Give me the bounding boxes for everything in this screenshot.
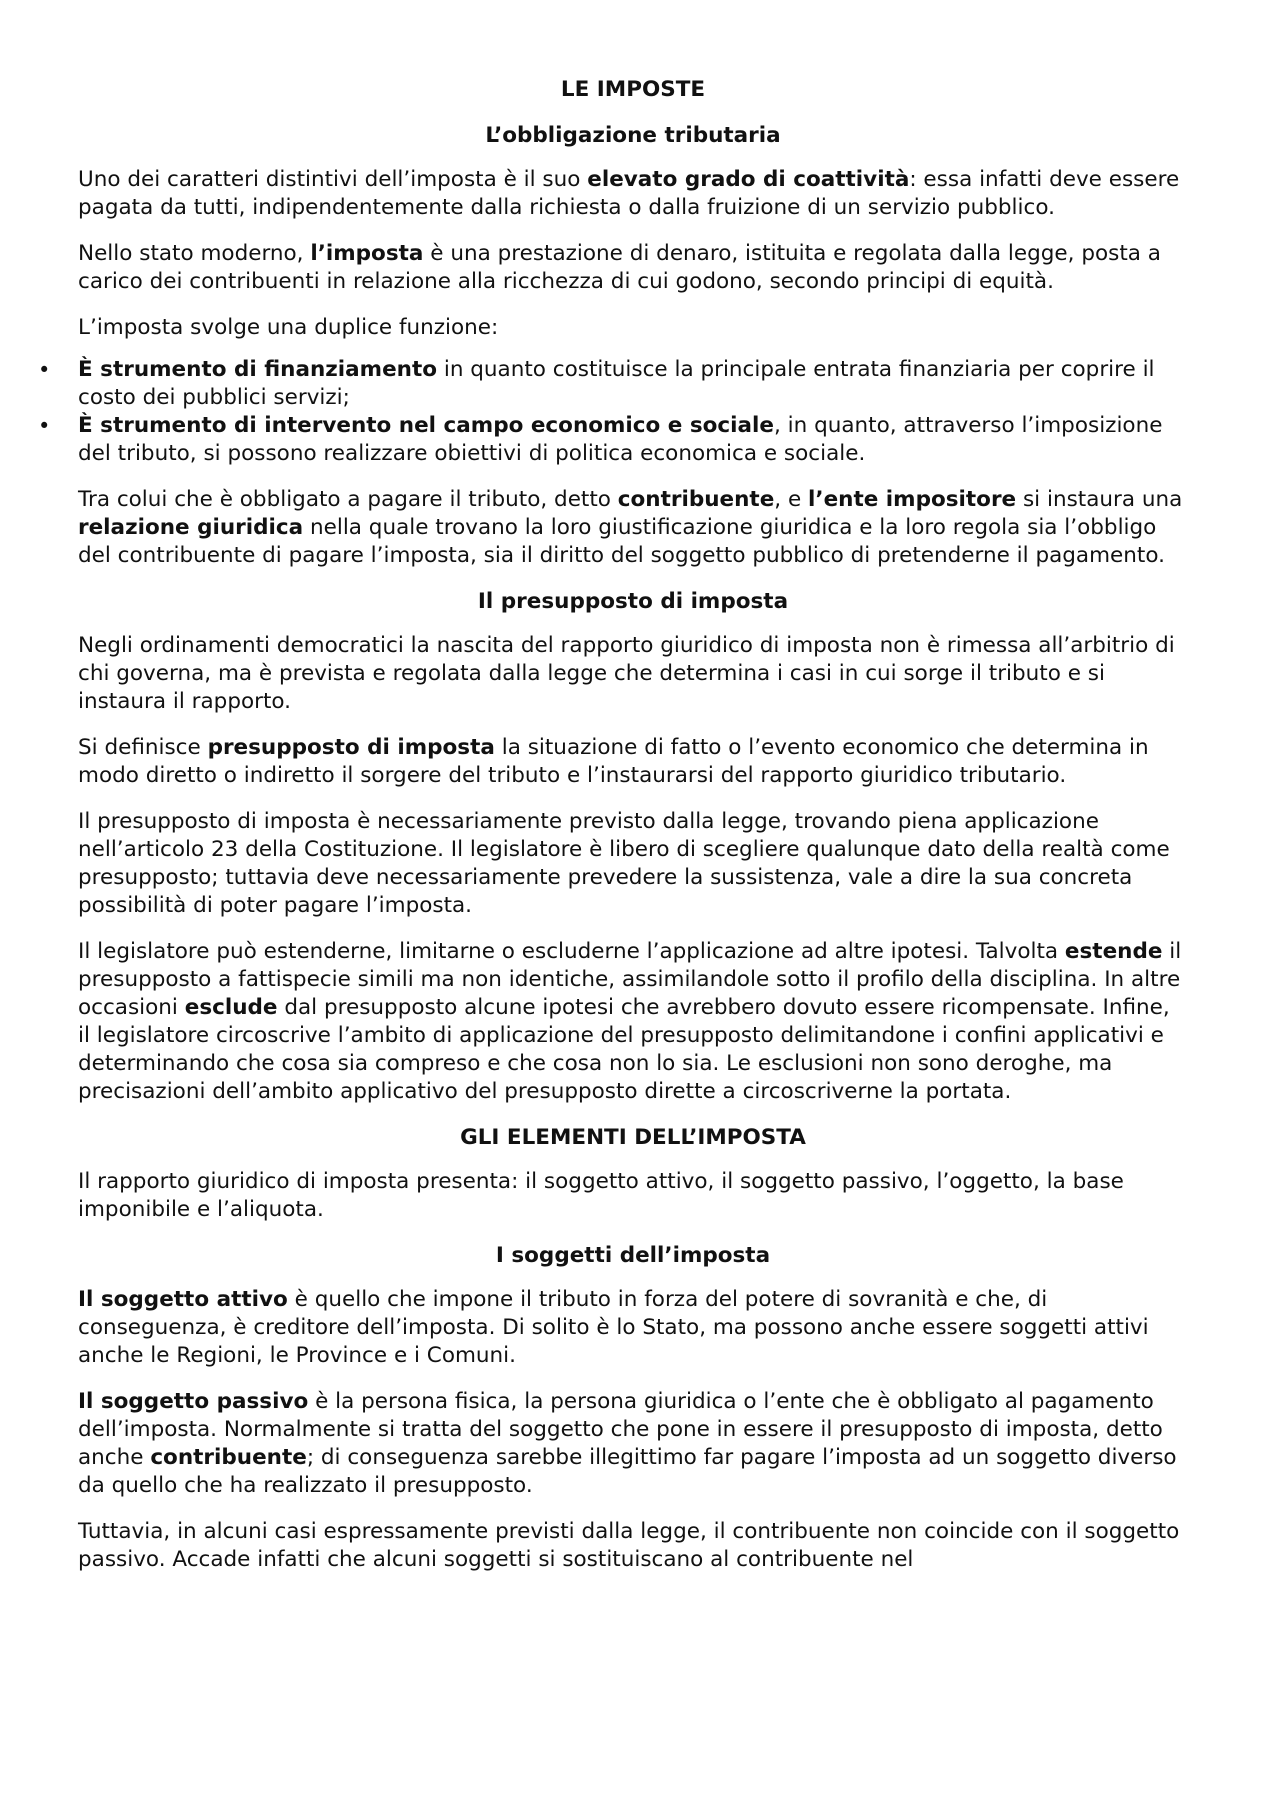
document-content: [38, 76, 1188, 1592]
heading-soggetti-imposta: I soggetti dell’imposta: [495, 1243, 771, 1268]
paragraph: Il rapporto giuridico di imposta presenta: il soggetto attivo, il soggetto passivo, l’oggetto, la base imponibile e l’aliquota.: [78, 1169, 1124, 1222]
paragraph: L’imposta svolge una duplice funzione:: [78, 315, 499, 340]
bullet-icon: •: [38, 414, 51, 438]
list-item: • È strumento di finanziamento in quanto costituisce la principale entrata finanziaria per coprire il costo dei pubblici servizi;: [38, 357, 1155, 410]
paragraph: Si definisce presupposto di imposta la situazione di fatto o l’evento economico che determina in modo diretto o indiretto il sorgere del tributo e l’instaurarsi del rapporto giuridico tributario.: [78, 735, 1149, 788]
paragraph: Negli ordinamenti democratici la nascita del rapporto giuridico di imposta non è rimessa all’arbitrio di chi governa, ma è prevista e regolata dalla legge che determina i casi in cui sorge il tributo e si instaura il rapporto.: [78, 633, 1175, 714]
bullet-icon: •: [38, 358, 51, 382]
bullet-list: [38, 356, 1188, 468]
list-item: • È strumento di intervento nel campo economico e sociale, in quanto, attraverso l’imposizione del tributo, si possono realizzare obiettivi di politica economica e sociale.: [38, 413, 1163, 466]
paragraph: Il soggetto attivo è quello che impone il tributo in forza del potere di sovranità e che, di conseguenza, è creditore dell’imposta. Di solito è lo Stato, ma possono anche essere soggetti attivi anche le Regioni, le Province e i Comuni.: [78, 1287, 1149, 1368]
paragraph: Il presupposto di imposta è necessariamente previsto dalla legge, trovando piena applicazione nell’articolo 23 della Costituzione. Il legislatore è libero di scegliere qualunque dato della realtà come presupposto; tuttavia deve necessariamente prevedere la sussistenza, vale a dire la sua concreta possibilità di poter pagare l’imposta.: [78, 809, 1170, 918]
heading-presupposto-di-imposta: Il presupposto di imposta: [477, 589, 789, 614]
paragraph: Nello stato moderno, l’imposta è una prestazione di denaro, istituita e regolata dalla legge, posta a carico dei contribuenti in relazione alla ricchezza di cui godono, secondo principi di equità.: [78, 241, 1161, 294]
heading-elementi-imposta: GLI ELEMENTI DELL’IMPOSTA: [460, 1125, 806, 1150]
paragraph: Tuttavia, in alcuni casi espressamente previsti dalla legge, il contribuente non coincide con il soggetto passivo. Accade infatti che alcuni soggetti si sostituiscano al contribuente nel: [78, 1519, 1180, 1572]
document-title: LE IMPOSTE: [560, 77, 706, 102]
paragraph: Il legislatore può estenderne, limitarne o escluderne l’applicazione ad altre ipotesi. Talvolta estende il presupposto a fattispecie simili ma non identiche, assimilandole sotto il profilo della disciplina. In altre occasioni esclude dal presupposto alcune ipotesi che avrebbero dovuto essere ricompensate. Infine, il legislatore circoscrive l’ambito di applicazione del presupposto delimitandone i confini applicativi e determinando che cosa sia compreso e che cosa non lo sia. Le esclusioni non sono deroghe, ma precisazioni dell’ambito applicativo del presupposto dirette a circoscriverne la portata.: [78, 939, 1182, 1104]
heading-obbligazione-tributaria: L’obbligazione tributaria: [485, 123, 781, 148]
paragraph: Tra colui che è obbligato a pagare il tributo, detto contribuente, e l’ente impositore si instaura una relazione giuridica nella quale trovano la loro giustificazione giuridica e la loro regola sia l’obbligo del contribuente di pagare l’imposta, sia il diritto del soggetto pubblico di pretenderne il pagamento.: [78, 487, 1183, 568]
paragraph: Il soggetto passivo è la persona fisica, la persona giuridica o l’ente che è obbligato al pagamento dell’imposta. Normalmente si tratta del soggetto che pone in essere il presupposto di imposta, detto anche contribuente; di conseguenza sarebbe illegittimo far pagare l’imposta ad un soggetto diverso da quello che ha realizzato il presupposto.: [78, 1389, 1177, 1498]
paragraph: Uno dei caratteri distintivi dell’imposta è il suo elevato grado di coattività: essa infatti deve essere pagata da tutti, indipendentemente dalla richiesta o dalla fruizione di un servizio pubblico.: [78, 167, 1180, 220]
